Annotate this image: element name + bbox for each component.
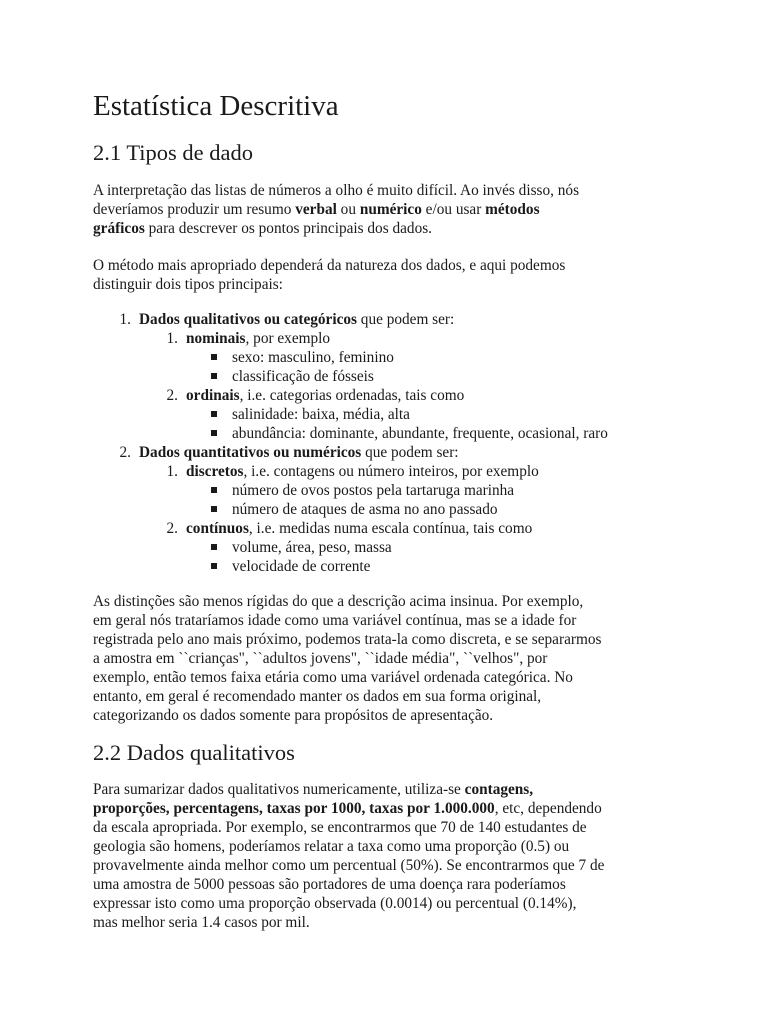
text-line (93, 780, 693, 799)
text-line: entanto, em geral é recomendado manter os dados em sua forma original, (93, 688, 542, 705)
sublist-item-ordinal (166, 386, 465, 405)
list-item-text: que podem ser: (356, 311, 455, 328)
list-number: 2. (166, 387, 178, 404)
list-item-quantitative (119, 443, 459, 462)
list-item-text: , por exemplo (245, 330, 331, 347)
list-number: 1. (119, 311, 131, 328)
square-bullet-icon (211, 411, 217, 417)
text-line: mas melhor seria 1.4 casos por mil. (93, 914, 310, 931)
bullet-item (232, 348, 394, 367)
square-bullet-icon (211, 487, 217, 493)
bold-term-verbal: verbal (295, 201, 337, 218)
bullet-text: classificação de fósseis (232, 368, 374, 385)
text-line: da escala apropriada. Por exemplo, se encontrarmos que 70 de 140 estudantes de (93, 819, 587, 836)
bullet-item (232, 500, 498, 519)
document-title: Estatística Descritiva (93, 90, 339, 122)
section-heading-dados-qualitativos: 2.2 Dados qualitativos (93, 740, 295, 765)
square-bullet-icon (211, 563, 217, 569)
text-run: Para sumarizar dados qualitativos numericamente, utiliza-se (93, 781, 465, 798)
bullet-text: número de ovos postos pela tartaruga marinha (232, 482, 515, 499)
bullet-item (232, 557, 370, 576)
list-item-text: , i.e. categorias ordenadas, tais como (239, 387, 465, 404)
square-bullet-icon (211, 430, 217, 436)
text-run: e/ou usar (421, 201, 486, 218)
bold-term-metodos: métodos (485, 201, 540, 218)
square-bullet-icon (211, 354, 217, 360)
square-bullet-icon (211, 373, 217, 379)
list-item-title: contínuos (186, 520, 249, 537)
text-run: deveríamos produzir um resumo (93, 201, 296, 218)
bullet-item (232, 405, 410, 424)
text-line: As distinções são menos rígidas do que a descrição acima insinua. Por exemplo, (93, 593, 584, 610)
list-number: 2. (166, 520, 178, 537)
text-line (93, 181, 693, 200)
list-item-title: Dados qualitativos ou categóricos (139, 311, 357, 328)
square-bullet-icon (211, 544, 217, 550)
paragraph-distinctions (93, 592, 693, 725)
sublist-item-nominal (166, 329, 331, 348)
text-line: categorizando os dados somente para propósitos de apresentação. (93, 707, 494, 724)
bold-term-proporcoes: proporções, percentagens, taxas por 1000, taxas por 1.000.000 (93, 800, 495, 817)
list-item-title: nominais (186, 330, 246, 347)
paragraph-method (93, 256, 693, 294)
bold-term-numerico: numérico (359, 201, 422, 218)
bullet-text: abundância: dominante, abundante, frequente, ocasional, raro (232, 425, 608, 442)
list-number: 1. (166, 330, 178, 347)
list-item-title: discretos (186, 463, 244, 480)
text-run: A interpretação das listas de números a olho é muito difícil. Ao invés disso, nós (93, 182, 580, 199)
bullet-text: velocidade de corrente (232, 558, 371, 575)
list-item-text: que podem ser: (361, 444, 459, 461)
text-line: distinguir dois tipos principais: (93, 276, 283, 293)
text-line: em geral nós trataríamos idade como uma variável contínua, mas se a idade for (93, 612, 577, 629)
text-run: ou (336, 201, 360, 218)
bullet-item (232, 538, 392, 557)
text-line: geologia são homens, poderíamos relatar a taxa como uma proporção (0.5) ou (93, 838, 570, 855)
text-line: uma amostra de 5000 pessoas são portadores de uma doença rara poderíamos (93, 876, 566, 893)
section-heading-tipos-de-dado: 2.1 Tipos de dado (93, 140, 254, 165)
text-line: provavelmente ainda melhor como um percentual (50%). Se encontrarmos que 7 de (93, 857, 605, 874)
sublist-item-discrete (166, 462, 539, 481)
text-line: O método mais apropriado dependerá da natureza dos dados, e aqui podemos (93, 257, 566, 274)
bullet-text: sexo: masculino, feminino (232, 349, 394, 366)
text-line (93, 799, 693, 818)
bullet-item (232, 481, 514, 500)
paragraph-qualitative-summary (93, 780, 693, 932)
list-item-title: ordinais (186, 387, 240, 404)
list-item-qualitative (119, 310, 455, 329)
bullet-text: número de ataques de asma no ano passado (232, 501, 498, 518)
square-bullet-icon (211, 506, 217, 512)
bullet-item (232, 424, 608, 443)
list-number: 1. (166, 463, 178, 480)
bullet-text: volume, área, peso, massa (232, 539, 392, 556)
list-number: 2. (119, 444, 131, 461)
paragraph-interpretation (93, 181, 693, 238)
sublist-item-continuous (166, 519, 533, 538)
bullet-item (232, 367, 374, 386)
text-line: exemplo, então temos faixa etária como uma variável ordenada categórica. No (93, 669, 573, 686)
text-line: a amostra em ``crianças", ``adultos jovens", ``idade média", ``velhos", por (93, 650, 548, 667)
text-line: registrada pelo ano mais próximo, podemos trata-la como discreta, e se separarmos (93, 631, 602, 648)
text-line (93, 219, 693, 238)
text-run: , etc, dependendo (494, 800, 602, 817)
list-item-text: , i.e. contagens ou número inteiros, por exemplo (243, 463, 539, 480)
text-run: para descrever os pontos principais dos dados. (144, 220, 432, 237)
text-line: expressar isto como uma proporção observada (0.0014) ou percentual (0.14%), (93, 895, 577, 912)
text-line (93, 200, 693, 219)
list-item-title: Dados quantitativos ou numéricos (139, 444, 362, 461)
bold-term-contagens: contagens, (464, 781, 534, 798)
list-item-text: , i.e. medidas numa escala contínua, tais como (248, 520, 533, 537)
bold-term-graficos: gráficos (93, 220, 145, 237)
bullet-text: salinidade: baixa, média, alta (232, 406, 410, 423)
